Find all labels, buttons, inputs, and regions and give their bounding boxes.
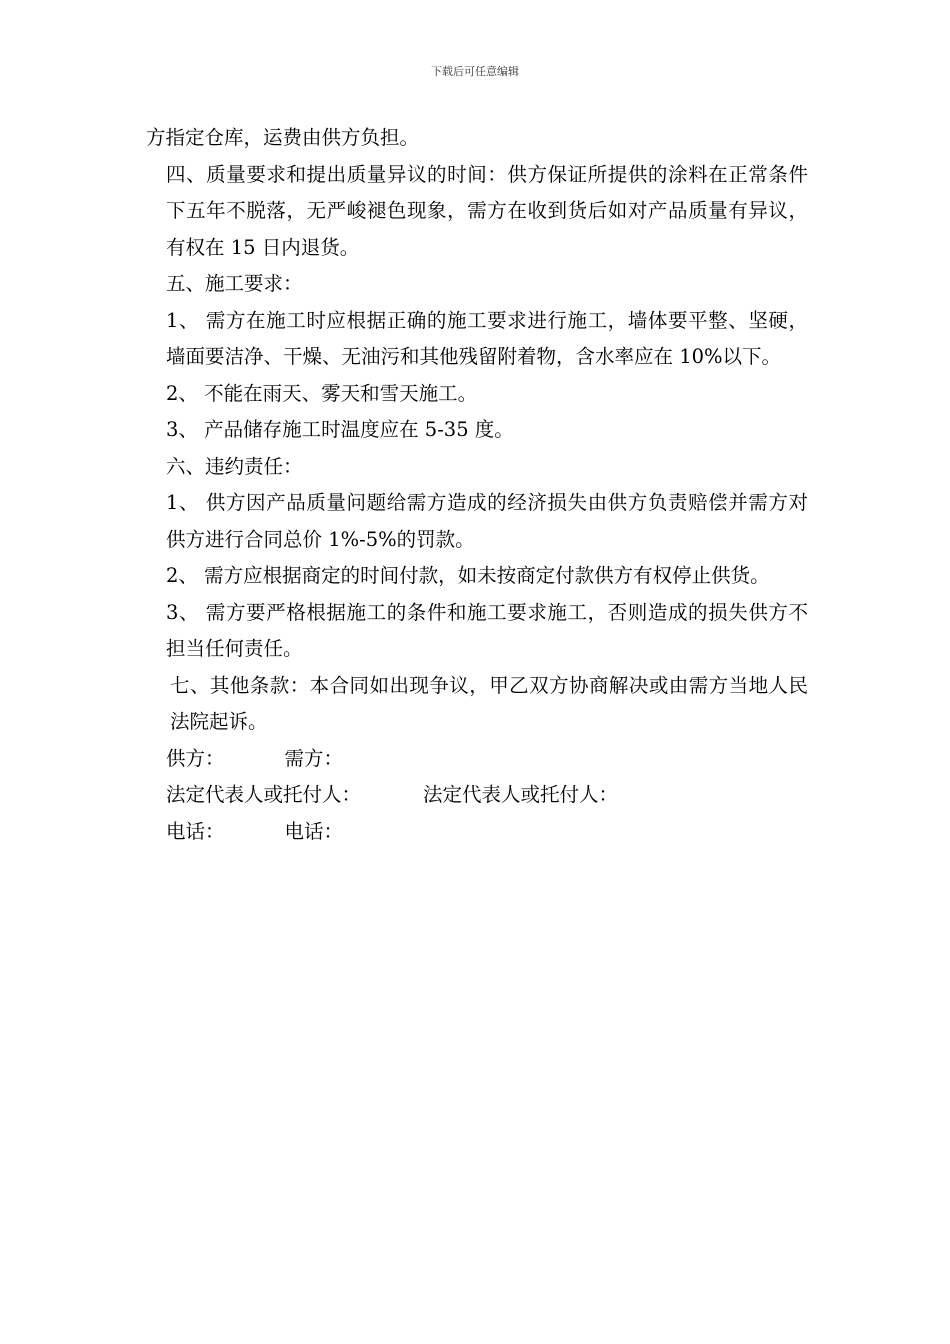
paragraph-warehouse: 方指定仓库，运费由供方负担。 — [146, 126, 420, 149]
contract-body — [146, 120, 808, 850]
construction-item-1: 1、 需方在施工时应根据正确的施工要求进行施工，墙体要平整、坚硬，墙面要洁净、干燥、无油污和其他残留附着物，含水率应在 10%以下。 — [166, 308, 808, 368]
section-heading-construction: 五、施工要求： — [166, 272, 303, 295]
construction-item-3: 3、 产品储存施工时温度应在 5-35 度。 — [166, 418, 514, 441]
liability-item-3: 3、 需方要严格根据施工的条件和施工要求施工，否则造成的损失供方不担当任何责任。 — [166, 600, 808, 660]
buyer-phone-label: 电话： — [284, 819, 344, 843]
supplier-label: 供方： — [166, 746, 225, 770]
signature-parties-row — [146, 741, 808, 778]
supplier-representative-label: 法定代表人或托付人： — [166, 783, 362, 806]
signature-representative-row — [146, 777, 808, 814]
liability-item-1: 1、 供方因产品质量问题给需方造成的经济损失由供方负责赔偿并需方对供方进行合同总价 1%-5%的罚款。 — [166, 491, 808, 551]
paragraph-other-terms: 七、其他条款：本合同如出现争议，甲乙双方协商解决或由需方当地人民法院起诉。 — [170, 673, 808, 733]
paragraph-quality-requirements: 四、质量要求和提出质量异议的时间：供方保证所提供的涂料在正常条件下五年不脱落，无严峻褪色现象，需方在收到货后如对产品质量有异议，有权在 15 日内退货。 — [166, 162, 808, 259]
supplier-phone-label: 电话： — [166, 819, 225, 843]
liability-item-2: 2、 需方应根据商定的时间付款，如未按商定付款供方有权停止供货。 — [166, 564, 770, 587]
construction-item-2: 2、 不能在雨天、雾天和雪天施工。 — [166, 381, 478, 405]
buyer-representative-label: 法定代表人或托付人： — [423, 783, 619, 806]
section-heading-liability: 六、违约责任： — [166, 454, 303, 478]
page-header-note: 下载后可任意编辑 — [431, 65, 519, 78]
signature-phone-row — [146, 814, 808, 851]
buyer-label: 需方： — [284, 746, 344, 770]
